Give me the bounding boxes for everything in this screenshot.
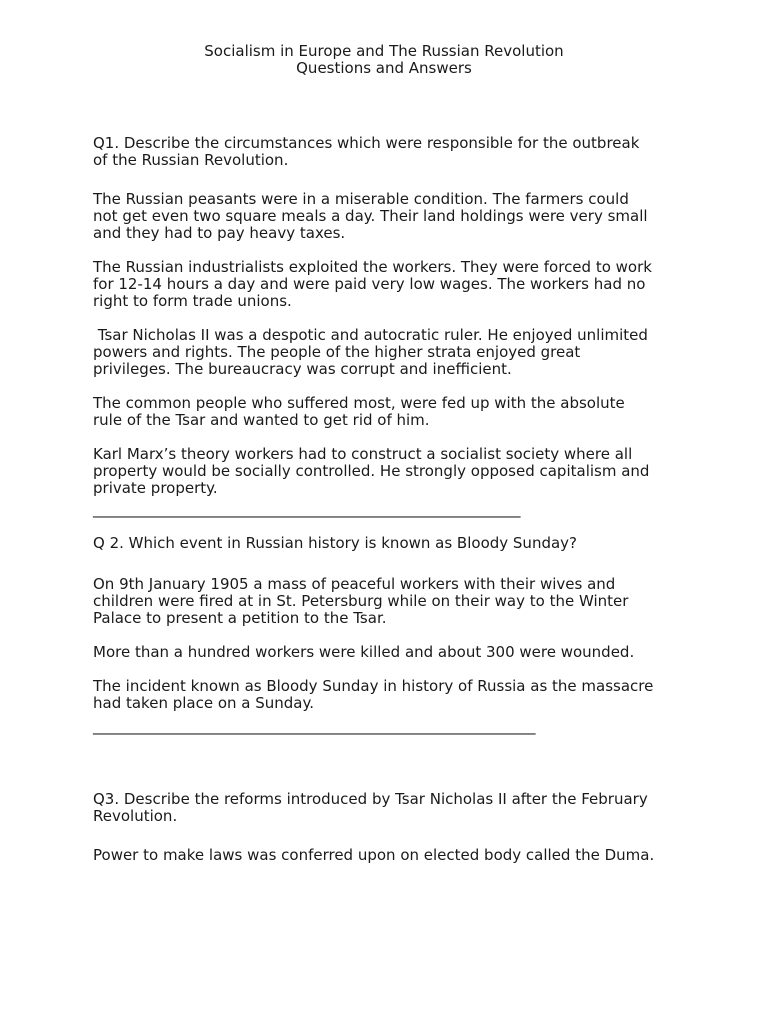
document-body [93,135,693,864]
q1-answer-paragraph-2: The Russian industrialists exploited the workers. They were forced to work for 12-14 hours a day and were paid very low wages. The workers had no right to form trade unions. [93,258,652,310]
separator-line-2: ___________________________________________________________ [93,717,536,735]
document-title: Socialism in Europe and The Russian Revolution [204,42,564,60]
q1-answer-paragraph-4: The common people who suffered most, were fed up with the absolute rule of the Tsar and wanted to get rid of him. [93,394,625,429]
document-header [0,43,768,77]
q1-answer-paragraph-5: Karl Marx’s theory workers had to construct a socialist society where all property would be socially controlled. He strongly opposed capitalism and private property. [93,445,650,497]
q2-answer-paragraph-3: The incident known as Bloody Sunday in history of Russia as the massacre had taken place on a Sunday. [93,677,654,712]
q1-answer-paragraph-3: Tsar Nicholas II was a despotic and autocratic ruler. He enjoyed unlimited powers and rights. The people of the higher strata enjoyed great privileges. The bureaucracy was corrupt and inefficient. [93,326,648,378]
question-3: Q3. Describe the reforms introduced by Tsar Nicholas II after the February Revolution. [93,790,648,825]
q2-answer-paragraph-2: More than a hundred workers were killed and about 300 were wounded. [93,643,635,661]
q2-answer-paragraph-1: On 9th January 1905 a mass of peaceful workers with their wives and children were fired at in St. Petersburg while on their way to the Winter Palace to present a petition to the Tsar. [93,575,629,627]
document-subtitle: Questions and Answers [296,59,472,77]
separator-line-1: _________________________________________________________ [93,500,521,518]
question-1: Q1. Describe the circumstances which were responsible for the outbreak of the Russian Revolution. [93,134,640,169]
question-2: Q 2. Which event in Russian history is known as Bloody Sunday? [93,534,577,552]
q1-answer-paragraph-1: The Russian peasants were in a miserable condition. The farmers could not get even two square meals a day. Their land holdings were very small and they had to pay heavy taxes. [93,190,648,242]
q3-answer-paragraph-1: Power to make laws was conferred upon on elected body called the Duma. [93,846,655,864]
